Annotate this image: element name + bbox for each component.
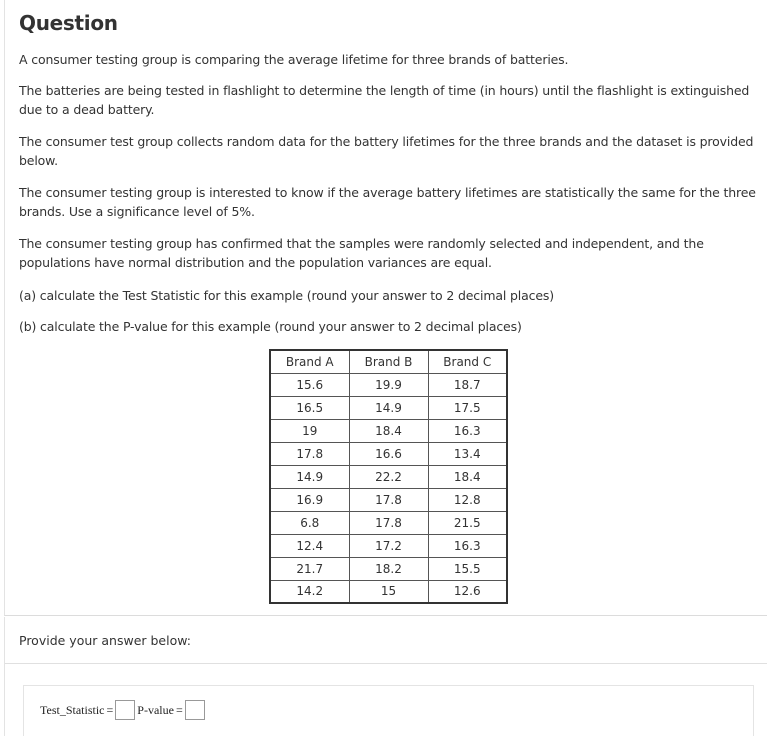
answer-prompt: Provide your answer below:	[19, 633, 191, 648]
question-title: Question	[19, 11, 118, 35]
table-row	[270, 511, 507, 534]
table-cell: 16.6	[349, 442, 428, 465]
table-cell: 14.9	[349, 396, 428, 419]
table-cell: 22.2	[349, 465, 428, 488]
table-row	[270, 557, 507, 580]
table-row	[270, 534, 507, 557]
question-paragraph: The consumer testing group has confirmed that the samples were randomly selected and independent, and the populations have normal distribution and the population variances are equal.	[19, 236, 704, 270]
table-cell: 15	[349, 580, 428, 603]
table-cell: 19	[270, 419, 349, 442]
table-cell: 16.9	[270, 488, 349, 511]
test-statistic-input[interactable]	[115, 700, 135, 720]
table-cell: 16.5	[270, 396, 349, 419]
table-cell: 17.8	[349, 511, 428, 534]
question-card	[4, 0, 767, 616]
p-value-label: P-value	[137, 702, 174, 717]
table-row	[270, 580, 507, 603]
answer-box	[23, 685, 754, 736]
table-row	[270, 465, 507, 488]
table-cell: 12.4	[270, 534, 349, 557]
table-cell: 17.8	[349, 488, 428, 511]
table-cell: 18.4	[428, 465, 507, 488]
battery-data-table	[269, 349, 508, 604]
column-header: Brand B	[349, 350, 428, 373]
column-header: Brand A	[270, 350, 349, 373]
table-row	[270, 373, 507, 396]
column-header: Brand C	[428, 350, 507, 373]
question-paragraph: The consumer testing group is interested to know if the average battery lifetimes are statistically the same for the three brands. Use a significance level of 5%.	[19, 185, 756, 219]
table-row	[270, 419, 507, 442]
table-cell: 12.8	[428, 488, 507, 511]
table-row	[270, 396, 507, 419]
question-part-a: (a) calculate the Test Statistic for this example (round your answer to 2 decimal places)	[19, 288, 554, 303]
table-cell: 17.8	[270, 442, 349, 465]
question-paragraph: A consumer testing group is comparing the average lifetime for three brands of batteries.	[19, 52, 569, 67]
equals-sign: =	[106, 702, 114, 717]
question-paragraph: The consumer test group collects random data for the battery lifetimes for the three brands and the dataset is provided below.	[19, 134, 754, 168]
table-cell: 14.2	[270, 580, 349, 603]
table-cell: 17.5	[428, 396, 507, 419]
table-cell: 17.2	[349, 534, 428, 557]
divider	[5, 663, 767, 664]
question-paragraph: The batteries are being tested in flashlight to determine the length of time (in hours) until the flashlight is extinguished due to a dead battery.	[19, 83, 750, 117]
table-cell: 14.9	[270, 465, 349, 488]
table-cell: 21.7	[270, 557, 349, 580]
table-cell: 15.5	[428, 557, 507, 580]
test-statistic-label: Test_Statistic	[40, 702, 105, 717]
table-cell: 16.3	[428, 419, 507, 442]
equals-sign: =	[175, 702, 183, 717]
table-cell: 19.9	[349, 373, 428, 396]
question-part-b: (b) calculate the P-value for this example (round your answer to 2 decimal places)	[19, 319, 522, 334]
table-header-row	[270, 350, 507, 373]
table-cell: 18.7	[428, 373, 507, 396]
answer-section	[4, 617, 767, 736]
table-cell: 21.5	[428, 511, 507, 534]
table-cell: 12.6	[428, 580, 507, 603]
table-cell: 15.6	[270, 373, 349, 396]
table-cell: 18.2	[349, 557, 428, 580]
table-cell: 18.4	[349, 419, 428, 442]
p-value-input[interactable]	[185, 700, 205, 720]
table-cell: 13.4	[428, 442, 507, 465]
table-row	[270, 442, 507, 465]
table-cell: 6.8	[270, 511, 349, 534]
answer-row	[40, 700, 205, 720]
table-row	[270, 488, 507, 511]
table-cell: 16.3	[428, 534, 507, 557]
